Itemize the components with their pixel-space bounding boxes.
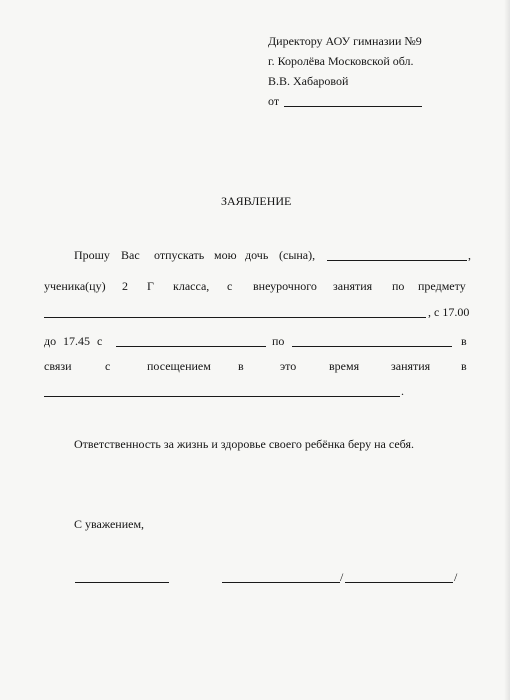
from-name-field[interactable] — [284, 106, 422, 107]
signature-field[interactable] — [222, 582, 340, 583]
body-word: с — [105, 359, 111, 373]
body-word: Прошу — [74, 248, 110, 262]
body-word: внеурочного — [253, 279, 317, 293]
date-from-field[interactable] — [116, 346, 266, 347]
body-word: посещением — [147, 359, 211, 373]
body-word: до — [44, 334, 57, 348]
body-word: время — [329, 359, 360, 373]
addressee-line-2: г. Королёва Московской обл. — [268, 54, 414, 68]
body-word: 17.45 — [63, 334, 90, 348]
body-word: предмету — [418, 279, 466, 293]
time-start: , с 17.00 — [428, 305, 470, 319]
signature-separator: / — [454, 570, 458, 584]
body-word: дочь — [245, 248, 269, 262]
scan-shadow-edge — [504, 0, 510, 700]
body-word: с — [97, 334, 103, 348]
date-to-field[interactable] — [292, 346, 452, 347]
addressee-line-1: Директору АОУ гимназии №9 — [268, 34, 422, 48]
body-word: с — [227, 279, 233, 293]
body-word: (сына), — [279, 248, 316, 262]
document-title: ЗАЯВЛЕНИЕ — [221, 194, 292, 208]
body-word: в — [461, 359, 467, 373]
from-label: от — [268, 94, 280, 108]
body-word: по — [392, 279, 405, 293]
row6-end: . — [401, 384, 404, 398]
body-word: класса, — [173, 279, 210, 293]
signature-decoding-field[interactable] — [345, 582, 453, 583]
addressee-line-3: В.В. Хабаровой — [268, 74, 349, 88]
body-word: Вас — [121, 248, 140, 262]
row1-comma: , — [468, 248, 471, 262]
body-word: это — [280, 359, 297, 373]
po-label: по — [272, 334, 285, 348]
responsibility-statement: Ответственность за жизнь и здоровье своего ребёнка беру на себя. — [74, 437, 414, 451]
body-word: в — [238, 359, 244, 373]
body-word: связи — [44, 359, 72, 373]
child-name-field[interactable] — [327, 260, 467, 261]
body-word: отпускать — [154, 248, 205, 262]
reason-field[interactable] — [44, 396, 400, 397]
body-word: ученика(цу) — [44, 279, 106, 293]
body-word: занятия — [333, 279, 373, 293]
date-signature-field[interactable] — [75, 582, 169, 583]
signature-separator: / — [340, 570, 344, 584]
body-word: мою — [214, 248, 237, 262]
subject-field[interactable] — [44, 317, 426, 318]
closing-phrase: С уважением, — [74, 517, 145, 531]
body-word: занятия — [391, 359, 431, 373]
body-word: в — [461, 334, 467, 348]
body-word: Г — [147, 279, 154, 293]
body-word: 2 — [122, 279, 128, 293]
